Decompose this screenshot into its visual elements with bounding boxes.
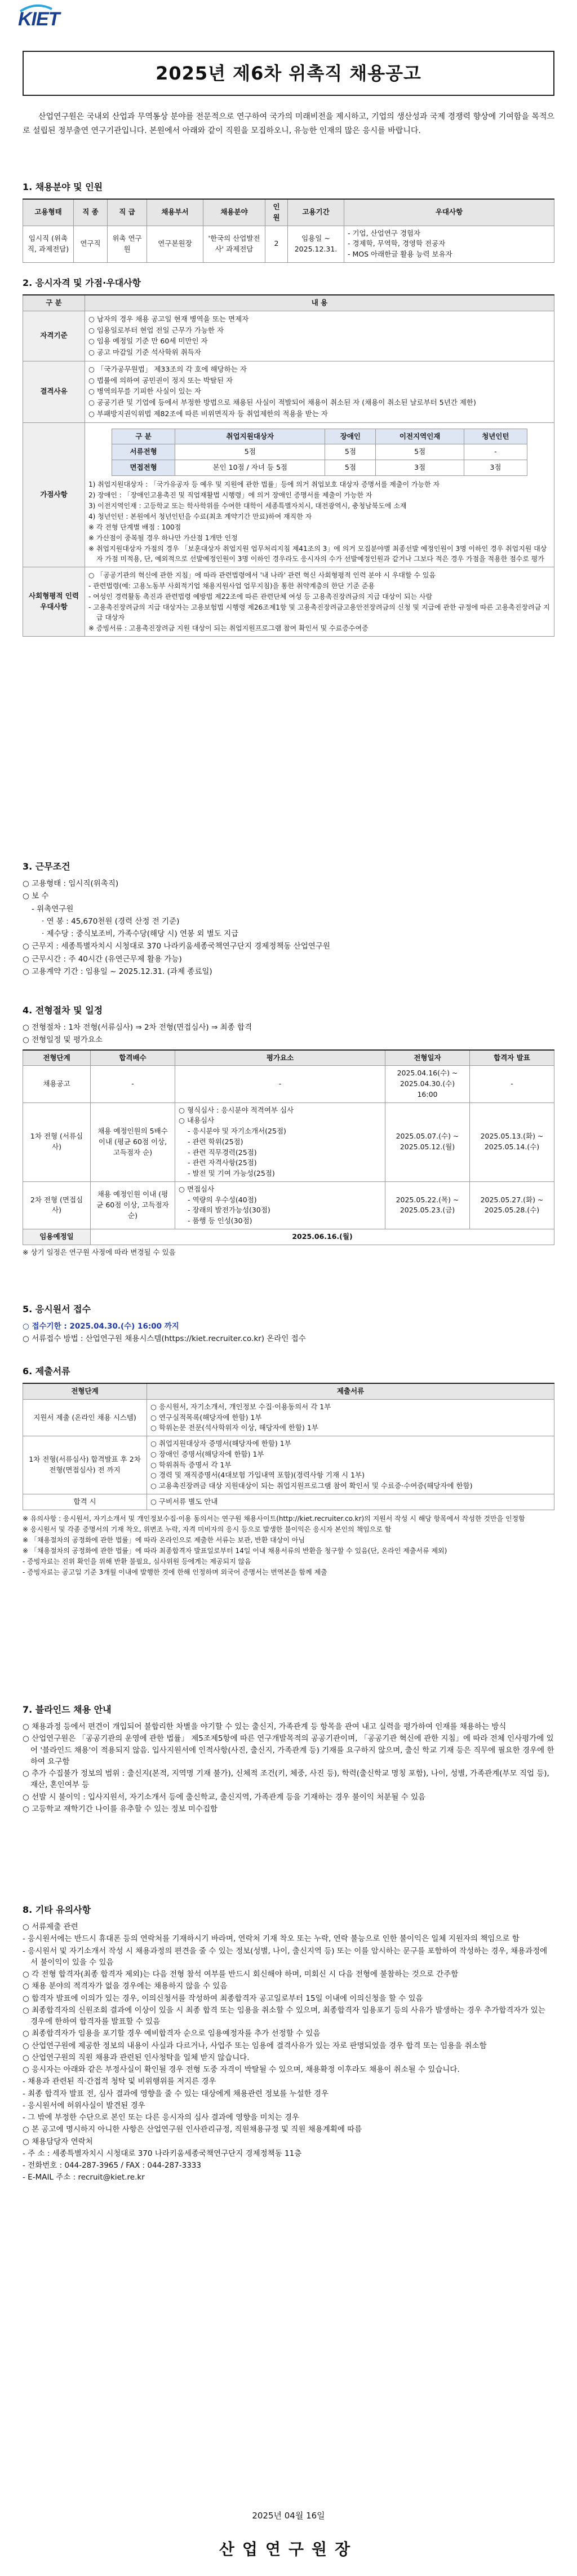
col-header: 장애인 <box>325 429 376 444</box>
cell-job: 연구직 <box>74 226 108 262</box>
cell <box>175 1181 385 1229</box>
cell-grade: 위촉 연구원 <box>108 226 147 262</box>
section-application <box>23 1303 554 1346</box>
list-item: ○ 공공기관 및 기업에 등에서 부정한 방법으로 채용된 사실이 적발되어 채용이 취소된 자 (채용이 취소된 날로부터 5년간 제한) <box>88 398 476 407</box>
qualification-table <box>23 294 554 637</box>
text-line: ○ 고용형태 : 임시직(위촉직) <box>23 879 119 888</box>
eval-line: - 품행 등 인성(30점) <box>188 1216 252 1225</box>
list-item: ○ 임용 예정일 기준 만 60세 미만인 자 <box>88 337 208 346</box>
schedule-table <box>23 1049 554 1245</box>
text-line: ○ 응시자는 아래와 같은 부정사실이 확인될 경우 전형 도중 자격이 박탈될 수 있으며, 채용확정 이후라도 채용이 취소될 수 있습니다. <box>23 2065 460 2074</box>
note-line: 2) 장애인 : 「장애인고용촉진 및 직업재활법 시행령」에 의거 장애인 증명서를 제출이 가능한 자 <box>88 491 372 499</box>
col-header: 채용분야 <box>203 199 265 226</box>
list-item: ※ 증빙서류 : 고용촉진장려금 지원 대상이 되는 취업지원프로그램 참여 확인서 및 수료증수여증 <box>88 624 369 632</box>
list-item: ○ 「공공기관의 혁신에 관한 지침」에 따라 관련법령에서 '내 나라' 관련 혁신 사회형평적 인력 분야 시 우대할 수 있음 <box>88 571 436 579</box>
cell: - <box>91 1066 175 1102</box>
note-line: ※ 「채용절차의 공정화에 관한 법률」에 따라 최종합격자 발표일로부터 14일 이내 채용서류의 반환을 청구할 수 있음(단, 온라인 제출서류 제외) <box>23 1546 447 1555</box>
row-label: 가점사항 <box>23 422 85 567</box>
text-line: ○ 산업연구원은 「공공기관의 운영에 관한 법률」 제5조제5항에 따른 연구개발목적의 공공기관이며, 「공공기관 혁신에 관한 지침」에 따라 전체 인사평가에 있어 '블라인드 채용'이 적용되지 않음. 입사지원서에 인적사항(사진, 출신지, 가족관계 등) 기재를 요구하지 않으며, 출신 학교 기재 등은 직무에 필요한 경우에 한하여 요구함 <box>23 1734 554 1766</box>
text-line: · 제수당 : 중식보조비, 가족수당(해당 시) 연봉 외 별도 지급 <box>42 929 239 938</box>
section-notes <box>23 1903 554 2184</box>
eval-line: - 관련 자격사항(25점) <box>188 1158 257 1167</box>
table-row <box>23 226 554 262</box>
eval-line: - 역량의 우수성(40점) <box>188 1195 257 1204</box>
note-line: - 증빙자료는 공고일 기준 3개월 이내에 발행한 것에 한해 인정하며 외국어 증명서는 번역본을 함께 제출 <box>23 1568 327 1576</box>
cell: - <box>464 444 527 460</box>
eval-line: - 관련 직무경력(25점) <box>188 1148 257 1157</box>
col-header: 합격배수 <box>91 1050 175 1066</box>
cell: - <box>175 1066 385 1102</box>
text-line: ○ 고용계약 기간 : 임용일 ~ 2025.12.31. (과제 종료일) <box>23 967 212 976</box>
list-item: ○ 법률에 의하여 공민권이 정지 또는 박탈된 자 <box>88 376 233 385</box>
cell-dept: 연구본원장 <box>147 226 203 262</box>
text-line: - 응시원서에 허위사실이 발견된 경우 <box>23 2101 145 2110</box>
logo-text: KIET <box>18 8 60 30</box>
eval-line: - 발전 및 기여 가능성(25점) <box>188 1169 275 1177</box>
issuer-signature: 산업연구원장 <box>219 2540 358 2559</box>
doc-line: ○ 학위취득 증명서 각 1부 <box>150 1460 232 1469</box>
note-line: ※ 응시원서 및 각종 증명서의 기재 착오, 위변조 누락, 자격 미비자의 응시 등으로 발생한 불이익은 응시자 본인의 책임으로 함 <box>23 1525 392 1533</box>
text-line: - 그 밖에 부정한 수단으로 본인 또는 다른 응시자의 심사 결과에 영향을 미치는 경우 <box>23 2113 300 2122</box>
eval-line: - 응시분야 및 자기소개서(25점) <box>188 1127 286 1135</box>
cell: 5점 <box>325 460 376 476</box>
list-item: ○ 남자의 경우 채용 공고일 현재 병역을 또는 면제자 <box>88 314 249 323</box>
list-item: ○ 병역의무를 기피한 사실이 있는 자 <box>88 387 201 396</box>
text-line: - 응시원서에는 반드시 휴대폰 등의 연락처를 기재하시기 바라며, 연락처 기재 착오 또는 누락, 연락 불능으로 인한 불이익은 일체 지원자의 책임으로 함 <box>23 1934 520 1944</box>
text-line: ○ 각 전형 합격자(최종 합격자 제외)는 다음 전형 참석 여부를 반드시 회신해야 하며, 미회신 시 다음 전형에 불참하는 것으로 간주함 <box>23 1970 459 1979</box>
text-line: ○ 채용 분야의 적격자가 없을 경우에는 채용하지 않을 수 있음 <box>23 1982 228 1991</box>
doc-line: ○ 응시원서, 자기소개서, 개인정보 수집·이용동의서 각 1부 <box>150 1402 331 1411</box>
documents-table <box>23 1383 554 1510</box>
cell: 본인 10점 / 자녀 등 5점 <box>175 460 325 476</box>
eval-line: ○ 면접심사 <box>179 1184 215 1193</box>
cell <box>147 1399 554 1436</box>
text-line: ○ 전형절차 : 1차 전형(서류심사) ⇒ 2차 전형(면접심사) ⇒ 최종 합격 <box>23 1023 252 1032</box>
cell-count: 2 <box>265 226 288 262</box>
section-title: 7. 블라인드 채용 안내 <box>23 1704 112 1715</box>
notice-date: 2025년 04월 16일 <box>252 2511 325 2521</box>
row-label: 사회형평적 인력 우대사항 <box>23 567 85 636</box>
deadline-line: ○ 접수기한 : 2025.04.30.(수) 16:00 까지 <box>23 1322 179 1331</box>
section-title: 2. 응시자격 및 가점·우대사항 <box>23 277 141 288</box>
cell-type: 임시직 (위촉직, 과제전담) <box>23 226 74 262</box>
note-line: - 증빙자료는 진위 확인을 위해 반환 불필요, 심사위원 등에게는 제공되지 않음 <box>23 1557 251 1565</box>
text-line: ○ 최종합격자가 임용을 포기할 경우 예비합격자 순으로 임용예정자를 추가 선정할 수 있음 <box>23 2029 321 2039</box>
col-header: 제출서류 <box>147 1383 554 1399</box>
doc-line: ○ 학위논문 전문(석사학위자 이상, 해당자에 한함) 1부 <box>150 1423 318 1432</box>
table-row <box>23 1399 554 1436</box>
text-line: ○ 채용담당자 연락처 <box>23 2137 93 2146</box>
section-title: 3. 근무조건 <box>23 861 70 872</box>
kiet-logo <box>18 8 86 30</box>
col-header: 이전지역인재 <box>376 429 464 444</box>
cell: 1차 전형(서류심사) 합격발표 후 2차 전형(면접심사) 전 까지 <box>23 1436 147 1494</box>
text-line: · 연 봉 : 45,670천원 (경력 산정 전 기준) <box>42 916 180 926</box>
cell-period: 임용일 ~ 2025.12.31. <box>288 226 344 262</box>
list-item: ○ 부패방지권익위법 제82조에 따른 비위면직자 등 취업제한의 적용을 받는 자 <box>88 409 328 418</box>
cell: 5점 <box>376 444 464 460</box>
pref-line: - 기업, 산업연구 경험자 <box>348 228 421 237</box>
list-item: - 고용촉진장려금의 지급 대상자는 고용보험법 시행령 제26조제1항 및 고용촉진장려금고용안전장려금의 신청 및 지급에 관한 규정에 따른 고용촉진장려금 지급 대상자 <box>88 603 550 621</box>
col-header: 합격자 발표 <box>470 1050 554 1066</box>
bonus-table <box>112 429 527 476</box>
col-header: 구 분 <box>112 429 175 444</box>
doc-line: ○ 장애인 증명서(해당자에 한함) 1부 <box>150 1449 264 1458</box>
cell: 3점 <box>376 460 464 476</box>
note-line: ※ 상기 일정은 연구원 사정에 따라 변경될 수 있음 <box>23 1247 176 1256</box>
section-qualification <box>23 276 554 637</box>
col-header: 고용형태 <box>23 199 74 226</box>
page-title: 2025년 제6차 위촉직 채용공고 <box>156 63 421 84</box>
col-header: 전형단계 <box>23 1050 91 1066</box>
note-line: ※ 유의사항 : 응시원서, 자기소개서 및 개인정보수집·이용 동의서는 연구원 채용사이트(http://kiet.recruiter.co.kr)의 지원서 작성 시 해당 항목에서 작성한 것만을 인정함 <box>23 1514 525 1523</box>
note-line: 3) 이전지역인재 : 고등학교 또는 학사학위를 수여한 대학이 세종특별자치시, 대전광역시, 충청남북도에 소재 <box>88 501 407 510</box>
text-line: ○ 서류제출 관련 <box>23 1922 78 1931</box>
start-date: 2025.06.16.(월) <box>91 1229 554 1245</box>
section-title: 8. 기타 유의사항 <box>23 1904 91 1915</box>
text-line: - 위촉연구원 <box>32 904 74 914</box>
table-row <box>23 1066 554 1102</box>
cell <box>175 1102 385 1181</box>
text-line: - 전화번호 : 044-287-3965 / FAX : 044-287-3333 <box>23 2161 201 2170</box>
text-line: ○ 보 수 <box>23 892 49 901</box>
cell: 5점 <box>325 444 376 460</box>
doc-line: ○ 고용촉진장려금 대상 지원대상이 되는 취업지원프로그램 참여 확인서 및 수료증·수여증(해당자에 한함) <box>150 1481 473 1490</box>
text-line: - 응시원서 및 자기소개서 작성 시 채용과정의 편견을 줄 수 있는 정보(성별, 나이, 출신지역 등) 또는 이를 암시하는 문구를 포함하여 작성하는 경우, 채용과정에서 불이익이 있을 수 있음 <box>23 1946 548 1967</box>
col-header: 취업지원대상자 <box>175 429 325 444</box>
cell: 합격 시 <box>23 1494 147 1510</box>
method-line: ○ 서류접수 방법 : 산업연구원 채용시스템(https://kiet.recruiter.co.kr) 온라인 접수 <box>23 1334 306 1344</box>
cell: 2025.05.22.(목) ~ 2025.05.23.(금) <box>385 1181 470 1229</box>
cell: 1차 전형 (서류심사) <box>23 1102 91 1181</box>
section-title: 1. 채용분야 및 인원 <box>23 182 103 192</box>
cell: 지원서 제출 (온라인 채용 시스템) <box>23 1399 147 1436</box>
section-documents <box>23 1365 554 1578</box>
col-header: 청년인턴 <box>464 429 527 444</box>
cell <box>147 1436 554 1494</box>
section-process <box>23 1004 554 1258</box>
cell: 채용 예정인원 이내 (평균 60점 이상, 고득점자 순) <box>91 1181 175 1229</box>
eval-line: - 관련 학위(25점) <box>188 1137 243 1146</box>
title-box <box>23 51 554 96</box>
cell: 2025.05.13.(화) ~ 2025.05.14.(수) <box>470 1102 554 1181</box>
col-header: 인 원 <box>265 199 288 226</box>
row-label: 서류전형 <box>112 444 175 460</box>
doc-line: ○ 취업지원대상자 증명서(해당자에 한함) 1부 <box>150 1439 291 1448</box>
section-blind-hiring <box>23 1703 554 1815</box>
list-item: ○ 「국가공무원법」 제33조의 각 호에 해당하는 자 <box>88 364 247 373</box>
text-line: - 주 소 : 세종특별자치시 시청대로 370 나라키움세종국책연구단지 경제정책동 11층 <box>23 2149 302 2158</box>
doc-line: ○ 연구실적목록(해당자에 한함) 1부 <box>150 1413 262 1422</box>
col-header: 채용부서 <box>147 199 203 226</box>
pref-line: - 경제학, 무역학, 경영학 전공자 <box>348 239 446 248</box>
text-line: - 채용과 관련된 직·간접적 청탁 및 비위행위를 저지른 경우 <box>23 2077 216 2087</box>
cell: 2차 전형 (면접심사) <box>23 1181 91 1229</box>
eval-line: ○ 내용심사 <box>179 1116 215 1125</box>
table-row <box>23 1181 554 1229</box>
pref-line: - MOS 아래한글 활용 능력 보유자 <box>348 250 452 258</box>
row-label: 임용예정일 <box>23 1229 91 1245</box>
col-header: 직 급 <box>108 199 147 226</box>
cell: 2025.05.27.(화) ~ 2025.05.28.(수) <box>470 1181 554 1229</box>
table-row <box>23 1229 554 1245</box>
cell-pref <box>344 226 554 262</box>
list-item: - 관련법령(예: 고용노동부 사회적기업 채용지원사업 업무지침)을 통한 취약계층의 한단 기준 준용 <box>88 581 375 590</box>
section-recruit-field <box>23 180 554 263</box>
text-line: ○ 최종합격자의 신원조회 결과에 이상이 있을 시 최종 합격 또는 임용을 취소할 수 있으며, 최종합격자 임용포기 등의 사유가 발생하는 경우 추가합격자가 있는 경우에 한하여 합격자를 발표할 수 있음 <box>23 2005 545 2026</box>
note-line: ※ 취업지원대상자 가점의 경우 「보훈대상자 취업지원 업무처리지침 제41조의 3」에 의거 모집분야별 최종선발 예정인원이 3명 이하인 경우 취업지원 대상자 가점 미적용, 단, 예외적으로 선발예정인원이 3명 이하인 경우라도 응시자의 수가 선발예정인원과 같거나 그보다 적은 경우 가점을 적용한 점수로 평가 <box>88 544 547 563</box>
text-line: - E-MAIL 주소 : recruit@kiet.re.kr <box>23 2173 145 2182</box>
col-header: 전형단계 <box>23 1383 147 1399</box>
doc-line: ○ 경력 및 재직증명서(4대보험 가입내역 포함)(경력사항 기재 시 1부) <box>150 1471 365 1480</box>
eval-line: ○ 형식심사 : 응시분야 적격여부 심사 <box>179 1105 294 1114</box>
text-line: ○ 산업연구원에 제공한 정보의 내용이 사실과 다르거나, 사업주 또는 임용에 결격사유가 있는 자로 판명되었을 경우 합격 또는 임용을 취소함 <box>23 2041 487 2050</box>
text-line: ○ 고등학교 재학기간 나이를 유추할 수 있는 정보 미수집함 <box>23 1804 218 1814</box>
text-line: ○ 채용과정 등에서 편견이 개입되어 불합리한 차별을 야기할 수 있는 출신지, 가족관계 등 항목을 관여 내고 실력을 평가하여 인재를 채용하는 방식 <box>23 1722 507 1731</box>
note-line: 4) 청년인턴 : 본원에서 청년인턴을 수료(최초 계약기간 만료)하여 재직한 자 <box>88 512 312 521</box>
col-header: 평가요소 <box>175 1050 385 1066</box>
text-line: ○ 근무지 : 세종특별자치시 시청대로 370 나라키움세종국책연구단지 경제정책동 산업연구원 <box>23 942 330 951</box>
text-line: ○ 선발 시 불이익 : 입사지원서, 자기소개서 등에 출신학교, 출신지역, 가족관계 등을 기재하는 경우 불이익 처분될 수 있음 <box>23 1792 426 1802</box>
section-title: 6. 제출서류 <box>23 1366 70 1377</box>
col-header: 우대사항 <box>344 199 554 226</box>
col-header: 고용기간 <box>288 199 344 226</box>
list-item: ○ 임용일로부터 현업 전일 근무가 가능한 자 <box>88 325 224 334</box>
note-line: ※ 각 전형 단계별 배점 : 100점 <box>88 523 181 531</box>
section-title: 5. 응시원서 접수 <box>23 1304 91 1315</box>
col-header: 전형일자 <box>385 1050 470 1066</box>
note-line: ※ 「채용절차의 공정화에 관한 법률」에 따라 온라인으로 제출한 서류는 보관, 반환 대상이 아님 <box>23 1536 305 1544</box>
cell-field: '한국의 산업발전사' 과제전담 <box>203 226 265 262</box>
text-line: ○ 합격자 발표에 이의가 있는 경우, 이의신청서를 작성하여 최종합격자 공고일로부터 15일 이내에 이의신청을 할 수 있음 <box>23 1993 423 2003</box>
doc-line: ○ 구비서류 별도 안내 <box>147 1494 554 1510</box>
cell: 5점 <box>175 444 325 460</box>
cell: 채용 예정인원의 5배수 이내 (평균 60점 이상, 고득점자 순) <box>91 1102 175 1181</box>
list-item: - 여성인 경력활동 촉진과 관련법령 예방법 제22조에 따른 관련단체 여성 등 고용촉진장려금의 지급 대상이 되는 사람 <box>88 592 433 601</box>
table-row <box>23 1494 554 1510</box>
eval-line: - 장래의 발전가능성(30점) <box>188 1206 270 1215</box>
col-header: 내 용 <box>85 295 554 311</box>
cell: 2025.05.07.(수) ~ 2025.05.12.(월) <box>385 1102 470 1181</box>
row-label: 자격기준 <box>23 311 85 361</box>
cell: 3점 <box>464 460 527 476</box>
note-line: ※ 가산점이 중복될 경우 하나만 가산점 1개만 인정 <box>88 533 238 542</box>
text-line: - 최종 합격자 발표 전, 심사 결과에 영향을 줄 수 있는 대상에게 채용관련 정보를 누설한 경우 <box>23 2089 329 2098</box>
col-header: 구 분 <box>23 295 85 311</box>
cell: 채용공고 <box>23 1066 91 1102</box>
col-header: 직 종 <box>74 199 108 226</box>
row-label: 결격사유 <box>23 361 85 422</box>
note-line: 1) 취업지원대상자 : 「국가유공자 등 예우 및 지원에 관한 법률」등에 의거 취업보호 대상자 증명서를 제출이 가능한 자 <box>88 480 440 488</box>
section-conditions <box>23 860 554 978</box>
text-line: ○ 산업연구원의 직원 채용과 관련된 인사청탁을 일체 받지 않습니다. <box>23 2053 250 2062</box>
table-row <box>23 1102 554 1181</box>
intro-paragraph: 산업연구원은 국내외 산업과 무역통상 분야를 전문적으로 연구하여 국가의 미래비전을 제시하고, 기업의 생산성과 국제 경쟁력 향상에 기여함을 목적으로 설립된 정부출연 연구기관입니다. 본원에서 아래와 같이 직원을 모집하오니, 유능한 인재의 많은 응시를 바랍니다. <box>23 112 554 135</box>
text-line: ○ 전형일정 및 평가요소 <box>23 1035 103 1045</box>
table-row <box>23 1436 554 1494</box>
text-line: ○ 근무시간 : 주 40시간 (유연근무제 활용 가능) <box>23 954 182 964</box>
text-line: ○ 추가 수집불가 정보의 범위 : 출신지(본적, 지역명 기재 불가), 신체적 조건(키, 체중, 사진 등), 학력(출신학교 명칭 포함), 나이, 성별, 가족관계(부모 직업 등), 재산, 혼인여부 등 <box>23 1769 549 1790</box>
row-label: 면접전형 <box>112 460 175 476</box>
section-title: 4. 전형절차 및 일정 <box>23 1005 103 1016</box>
logo-arc-icon <box>19 3 53 12</box>
text-line: ○ 본 공고에 명시하지 아니한 사항은 산업연구원 인사관리규정, 직원채용규정 및 직원 채용계획에 따름 <box>23 2125 362 2134</box>
list-item: ○ 공고 마감일 기준 석사학위 취득자 <box>88 348 201 356</box>
recruit-table <box>23 199 554 263</box>
cell: - <box>470 1066 554 1102</box>
cell: 2025.04.16(수) ~ 2025.04.30.(수) 16:00 <box>385 1066 470 1102</box>
